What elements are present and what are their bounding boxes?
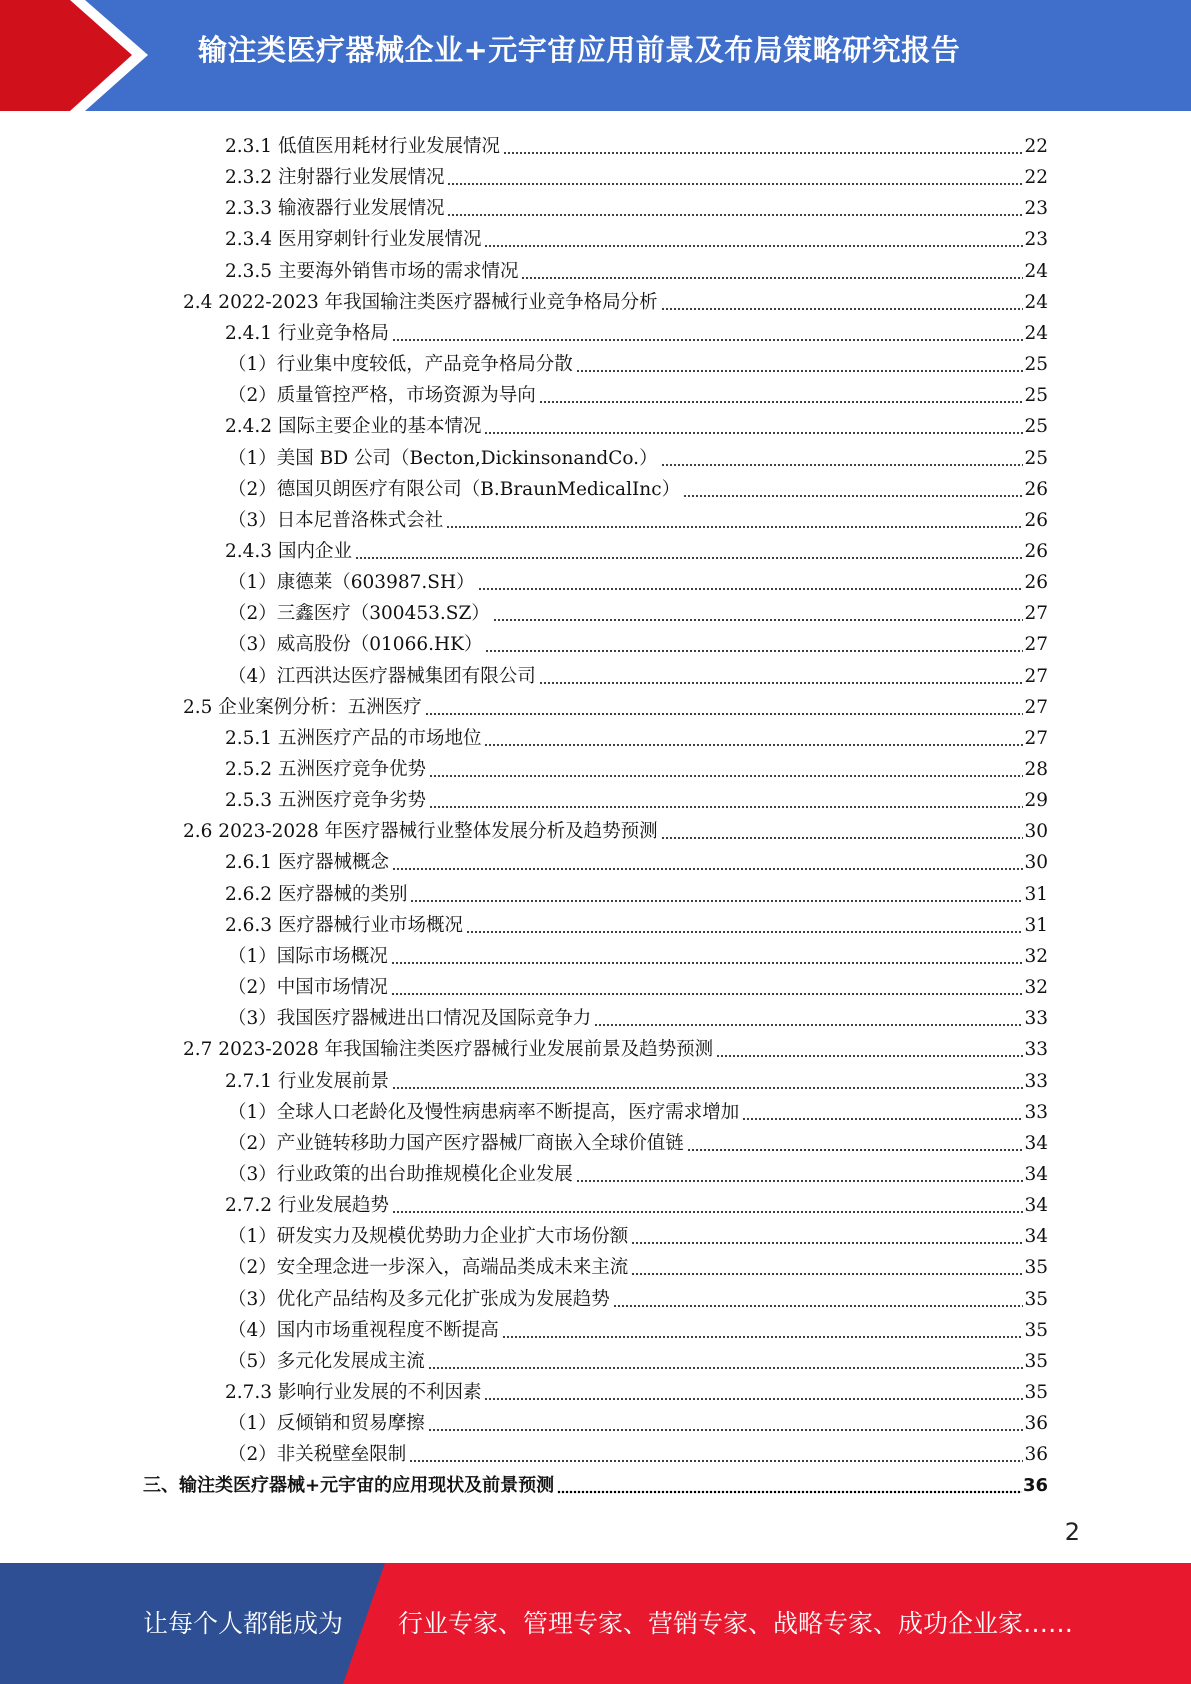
toc-entry-label: （1）国际市场概况 [228,945,388,967]
toc-dot-leader [521,261,1023,283]
toc-entry[interactable] [228,1155,1048,1186]
toc-entry-label: （1）行业集中度较低，产品竞争格局分散 [228,354,573,376]
toc-entry[interactable] [228,594,1048,625]
footer-slogan-right: 行业专家、管理专家、营销专家、战略专家、成功企业家…… [398,1609,1074,1638]
toc-dot-leader [484,728,1023,750]
toc-dot-leader [683,479,1023,501]
toc-dot-leader [594,1008,1023,1030]
toc-entry[interactable] [228,1311,1048,1342]
toc-entry[interactable] [183,1030,1048,1061]
toc-entry[interactable] [228,439,1048,470]
toc-entry-label: （2）三鑫医疗（300453.SZ） [228,603,490,625]
toc-dot-leader [391,977,1024,999]
toc-entry-label: 2.7.2 行业发展趋势 [225,1195,389,1217]
toc-dot-leader [742,1102,1023,1124]
toc-entry-label: （1）反倾销和贸易摩擦 [228,1413,425,1435]
toc-entry[interactable] [225,906,1048,937]
toc-entry[interactable] [225,158,1048,189]
toc-entry-label: （3）威高股份（01066.HK） [228,634,483,656]
toc-entry-label: （2）产业链转移助力国产医疗器械厂商嵌入全球价值链 [228,1132,684,1154]
toc-entry-page: 31 [1024,883,1048,905]
toc-entry-page: 30 [1024,821,1048,843]
toc-entry-label: 2.5 企业案例分析：五洲医疗 [183,696,422,718]
toc-dot-leader [485,634,1023,656]
toc-entry[interactable] [225,1062,1048,1093]
toc-entry-page: 27 [1024,665,1048,687]
toc-entry[interactable] [228,1435,1048,1466]
toc-entry-label: 2.4 2022-2023 年我国输注类医疗器械行业竞争格局分析 [183,291,658,313]
toc-entry-page: 26 [1024,540,1048,562]
toc-entry-page: 29 [1024,790,1048,812]
toc-entry-label: （1）康德莱（603987.SH） [228,572,475,594]
toc-entry-label: （2）非关税壁垒限制 [228,1444,407,1466]
toc-entry-label: 2.5.2 五洲医疗竞争优势 [225,759,426,780]
toc-entry[interactable] [228,999,1048,1030]
toc-entry-page: 24 [1024,291,1048,313]
toc-entry-page: 27 [1024,634,1048,656]
toc-entry[interactable] [228,1248,1048,1279]
toc-entry[interactable] [225,127,1048,158]
toc-entry-page: 34 [1024,1195,1048,1217]
toc-entry-label: 2.3.4 医用穿刺针行业发展情况 [225,229,482,251]
toc-entry-page: 27 [1024,727,1048,749]
toc-dot-leader [484,229,1023,251]
toc-entry-label: 三、输注类医疗器械+元宇宙的应用现状及前景预测 [143,1475,555,1497]
toc-dot-leader [447,167,1023,189]
toc-dot-leader [539,385,1024,407]
toc-dot-leader [539,666,1024,688]
toc-entry[interactable] [228,376,1048,407]
toc-entry-page: 24 [1024,260,1048,282]
toc-entry-page: 26 [1024,478,1048,500]
toc-dot-leader [484,1382,1023,1404]
toc-dot-leader [613,1289,1024,1311]
toc-dot-leader [409,1444,1023,1466]
toc-entry[interactable] [183,283,1048,314]
toc-entry-page: 36 [1022,1475,1048,1497]
toc-entry-label: 2.3.3 输液器行业发展情况 [225,198,445,220]
toc-entry-label: （4）国内市场重视程度不断提高 [228,1319,499,1341]
toc-dot-leader [557,1475,1022,1497]
toc-entry-label: 2.5.3 五洲医疗竞争劣势 [225,790,426,812]
toc-dot-leader [429,790,1023,812]
toc-dot-leader [631,1257,1023,1279]
toc-entry-label: （3）日本尼普洛株式会社 [228,509,444,531]
toc-entry[interactable] [228,1280,1048,1311]
toc-entry-label: 2.4.2 国际主要企业的基本情况 [225,416,482,438]
toc-entry-label: （5）多元化发展成主流 [228,1350,425,1372]
toc-entry-page: 36 [1024,1413,1048,1435]
toc-entry-label: 2.7.3 影响行业发展的不利因素 [225,1382,482,1403]
toc-entry-page: 28 [1024,759,1048,780]
toc-dot-leader [355,541,1024,563]
toc-dot-leader [503,136,1023,158]
toc-entry-label: 2.3.5 主要海外销售市场的需求情况 [225,260,519,282]
toc-entry[interactable] [228,1124,1048,1155]
toc-entry[interactable] [225,189,1048,220]
toc-entry-page: 25 [1024,416,1048,438]
toc-entry[interactable] [225,532,1048,563]
toc-entry-label: 2.6 2023-2028 年医疗器械行业整体发展分析及趋势预测 [183,821,658,843]
toc-entry-page: 27 [1024,696,1048,718]
toc-entry-label: （1）全球人口老龄化及慢性病患病率不断提高，医疗需求增加 [228,1101,740,1123]
toc-entry-page: 34 [1024,1132,1048,1154]
toc-entry[interactable] [228,657,1048,688]
toc-entry-label: 2.3.1 低值医用耗材行业发展情况 [225,136,500,157]
toc-entry-label: 2.6.2 医疗器械的类别 [225,883,408,905]
toc-entry-label: 2.4.1 行业竞争格局 [225,322,389,344]
toc-entry-page: 33 [1024,1008,1048,1030]
toc-dot-leader [392,1071,1023,1093]
toc-entry-label: （3）优化产品结构及多元化扩张成为发展趋势 [228,1288,610,1310]
toc-entry-label: 2.4.3 国内企业 [225,540,352,562]
toc-entry-label: （2）质量管控严格，市场资源为导向 [228,385,536,407]
toc-entry-page: 33 [1024,1101,1048,1123]
toc-entry[interactable] [225,843,1048,874]
toc-entry-label: （2）安全理念进一步深入，高端品类成未来主流 [228,1257,629,1279]
toc-entry[interactable] [225,407,1048,438]
toc-entry-page: 35 [1024,1350,1048,1372]
toc-entry[interactable] [183,688,1048,719]
toc-entry-label: （1）研发实力及规模优势助力企业扩大市场份额 [228,1226,629,1248]
toc-entry-page: 23 [1024,229,1048,251]
toc-entry-label: （3）我国医疗器械进出口情况及国际竞争力 [228,1008,592,1030]
toc-entry[interactable] [228,1404,1048,1435]
toc-dot-leader [428,1351,1024,1373]
toc-entry-label: （1）美国 BD 公司（Becton,DickinsonandCo.） [228,447,658,469]
toc-entry[interactable] [225,719,1048,750]
toc-entry-page: 35 [1024,1382,1048,1403]
toc-entry-page: 22 [1024,136,1048,157]
report-title: 输注类医疗器械企业+元宇宙应用前景及布局策略研究报告 [198,33,961,67]
toc-dot-leader [502,1320,1024,1342]
toc-dot-leader [576,1164,1024,1186]
toc-entry[interactable] [228,1217,1048,1248]
toc-entry[interactable] [143,1466,1048,1497]
toc-entry[interactable] [228,501,1048,532]
toc-entry-page: 36 [1024,1444,1048,1466]
toc-dot-leader [446,510,1023,532]
toc-entry-page: 25 [1024,385,1048,407]
toc-dot-leader [466,915,1023,937]
toc-dot-leader [716,1039,1023,1061]
toc-entry-label: （2）德国贝朗医疗有限公司（B.BraunMedicalInc） [228,478,681,500]
footer-slogan-left: 让每个人都能成为 [143,1609,344,1638]
toc-entry-page: 23 [1024,198,1048,220]
toc-entry-page: 32 [1024,945,1048,967]
page-number: 2 [1064,1518,1080,1546]
toc-dot-leader [447,198,1023,220]
toc-dot-leader [661,821,1024,843]
toc-entry-page: 30 [1024,852,1048,874]
toc-entry-page: 35 [1024,1257,1048,1279]
toc-entry-label: 2.5.1 五洲医疗产品的市场地位 [225,727,482,749]
toc-entry[interactable] [228,1342,1048,1373]
toc-entry[interactable] [225,750,1048,781]
toc-dot-leader [631,1226,1023,1248]
page-header [0,0,1191,111]
toc-entry[interactable] [228,937,1048,968]
toc-dot-leader [429,759,1023,781]
toc-entry-page: 27 [1024,603,1048,625]
toc-dot-leader [410,884,1023,906]
toc-entry-page: 26 [1024,509,1048,531]
toc-entry[interactable] [228,345,1048,376]
toc-dot-leader [428,1413,1024,1435]
toc-entry[interactable] [225,781,1048,812]
toc-entry-label: 2.3.2 注射器行业发展情况 [225,167,445,189]
toc-entry-page: 31 [1024,914,1048,936]
toc-entry-page: 25 [1024,447,1048,469]
toc-entry-page: 35 [1024,1288,1048,1310]
toc-dot-leader [392,852,1023,874]
toc-dot-leader [392,323,1023,345]
toc-dot-leader [661,292,1024,314]
toc-entry-page: 22 [1024,167,1048,189]
toc-entry[interactable] [228,968,1048,999]
toc-entry-page: 35 [1024,1319,1048,1341]
toc-entry-label: （2）中国市场情况 [228,977,388,999]
toc-dot-leader [493,603,1024,625]
toc-entry[interactable] [183,812,1048,843]
toc-entry-page: 33 [1024,1039,1048,1061]
toc-entry-label: 2.7 2023-2028 年我国输注类医疗器械行业发展前景及趋势预测 [183,1039,714,1061]
toc-entry[interactable] [225,875,1048,906]
toc-dot-leader [687,1133,1024,1155]
toc-dot-leader [478,572,1024,594]
toc-dot-leader [661,448,1024,470]
toc-entry-label: 2.7.1 行业发展前景 [225,1070,389,1092]
toc-entry[interactable] [228,563,1048,594]
toc-entry-page: 25 [1024,354,1048,376]
toc-entry-page: 26 [1024,572,1048,594]
toc-dot-leader [425,697,1024,719]
toc-entry-label: 2.6.3 医疗器械行业市场概况 [225,914,463,936]
page-footer [0,1563,1191,1684]
toc-dot-leader [484,416,1023,438]
toc-entry-page: 24 [1024,322,1048,344]
toc-entry-page: 32 [1024,977,1048,999]
toc-entry-page: 34 [1024,1163,1048,1185]
toc-entry-page: 34 [1024,1226,1048,1248]
toc-entry[interactable] [228,1093,1048,1124]
toc-entry[interactable] [225,1373,1048,1404]
toc-entry-label: 2.6.1 医疗器械概念 [225,852,389,874]
toc-entry[interactable] [225,252,1048,283]
toc-entry[interactable] [225,314,1048,345]
toc-entry[interactable] [225,220,1048,251]
toc-dot-leader [392,1195,1023,1217]
toc-dot-leader [391,946,1024,968]
toc-dot-leader [576,354,1024,376]
toc-entry-label: （4）江西洪达医疗器械集团有限公司 [228,665,536,687]
toc-entry[interactable] [228,470,1048,501]
toc-entry[interactable] [225,1186,1048,1217]
toc-entry-page: 33 [1024,1070,1048,1092]
toc-entry-label: （3）行业政策的出台助推规模化企业发展 [228,1163,573,1185]
toc-entry[interactable] [228,625,1048,656]
